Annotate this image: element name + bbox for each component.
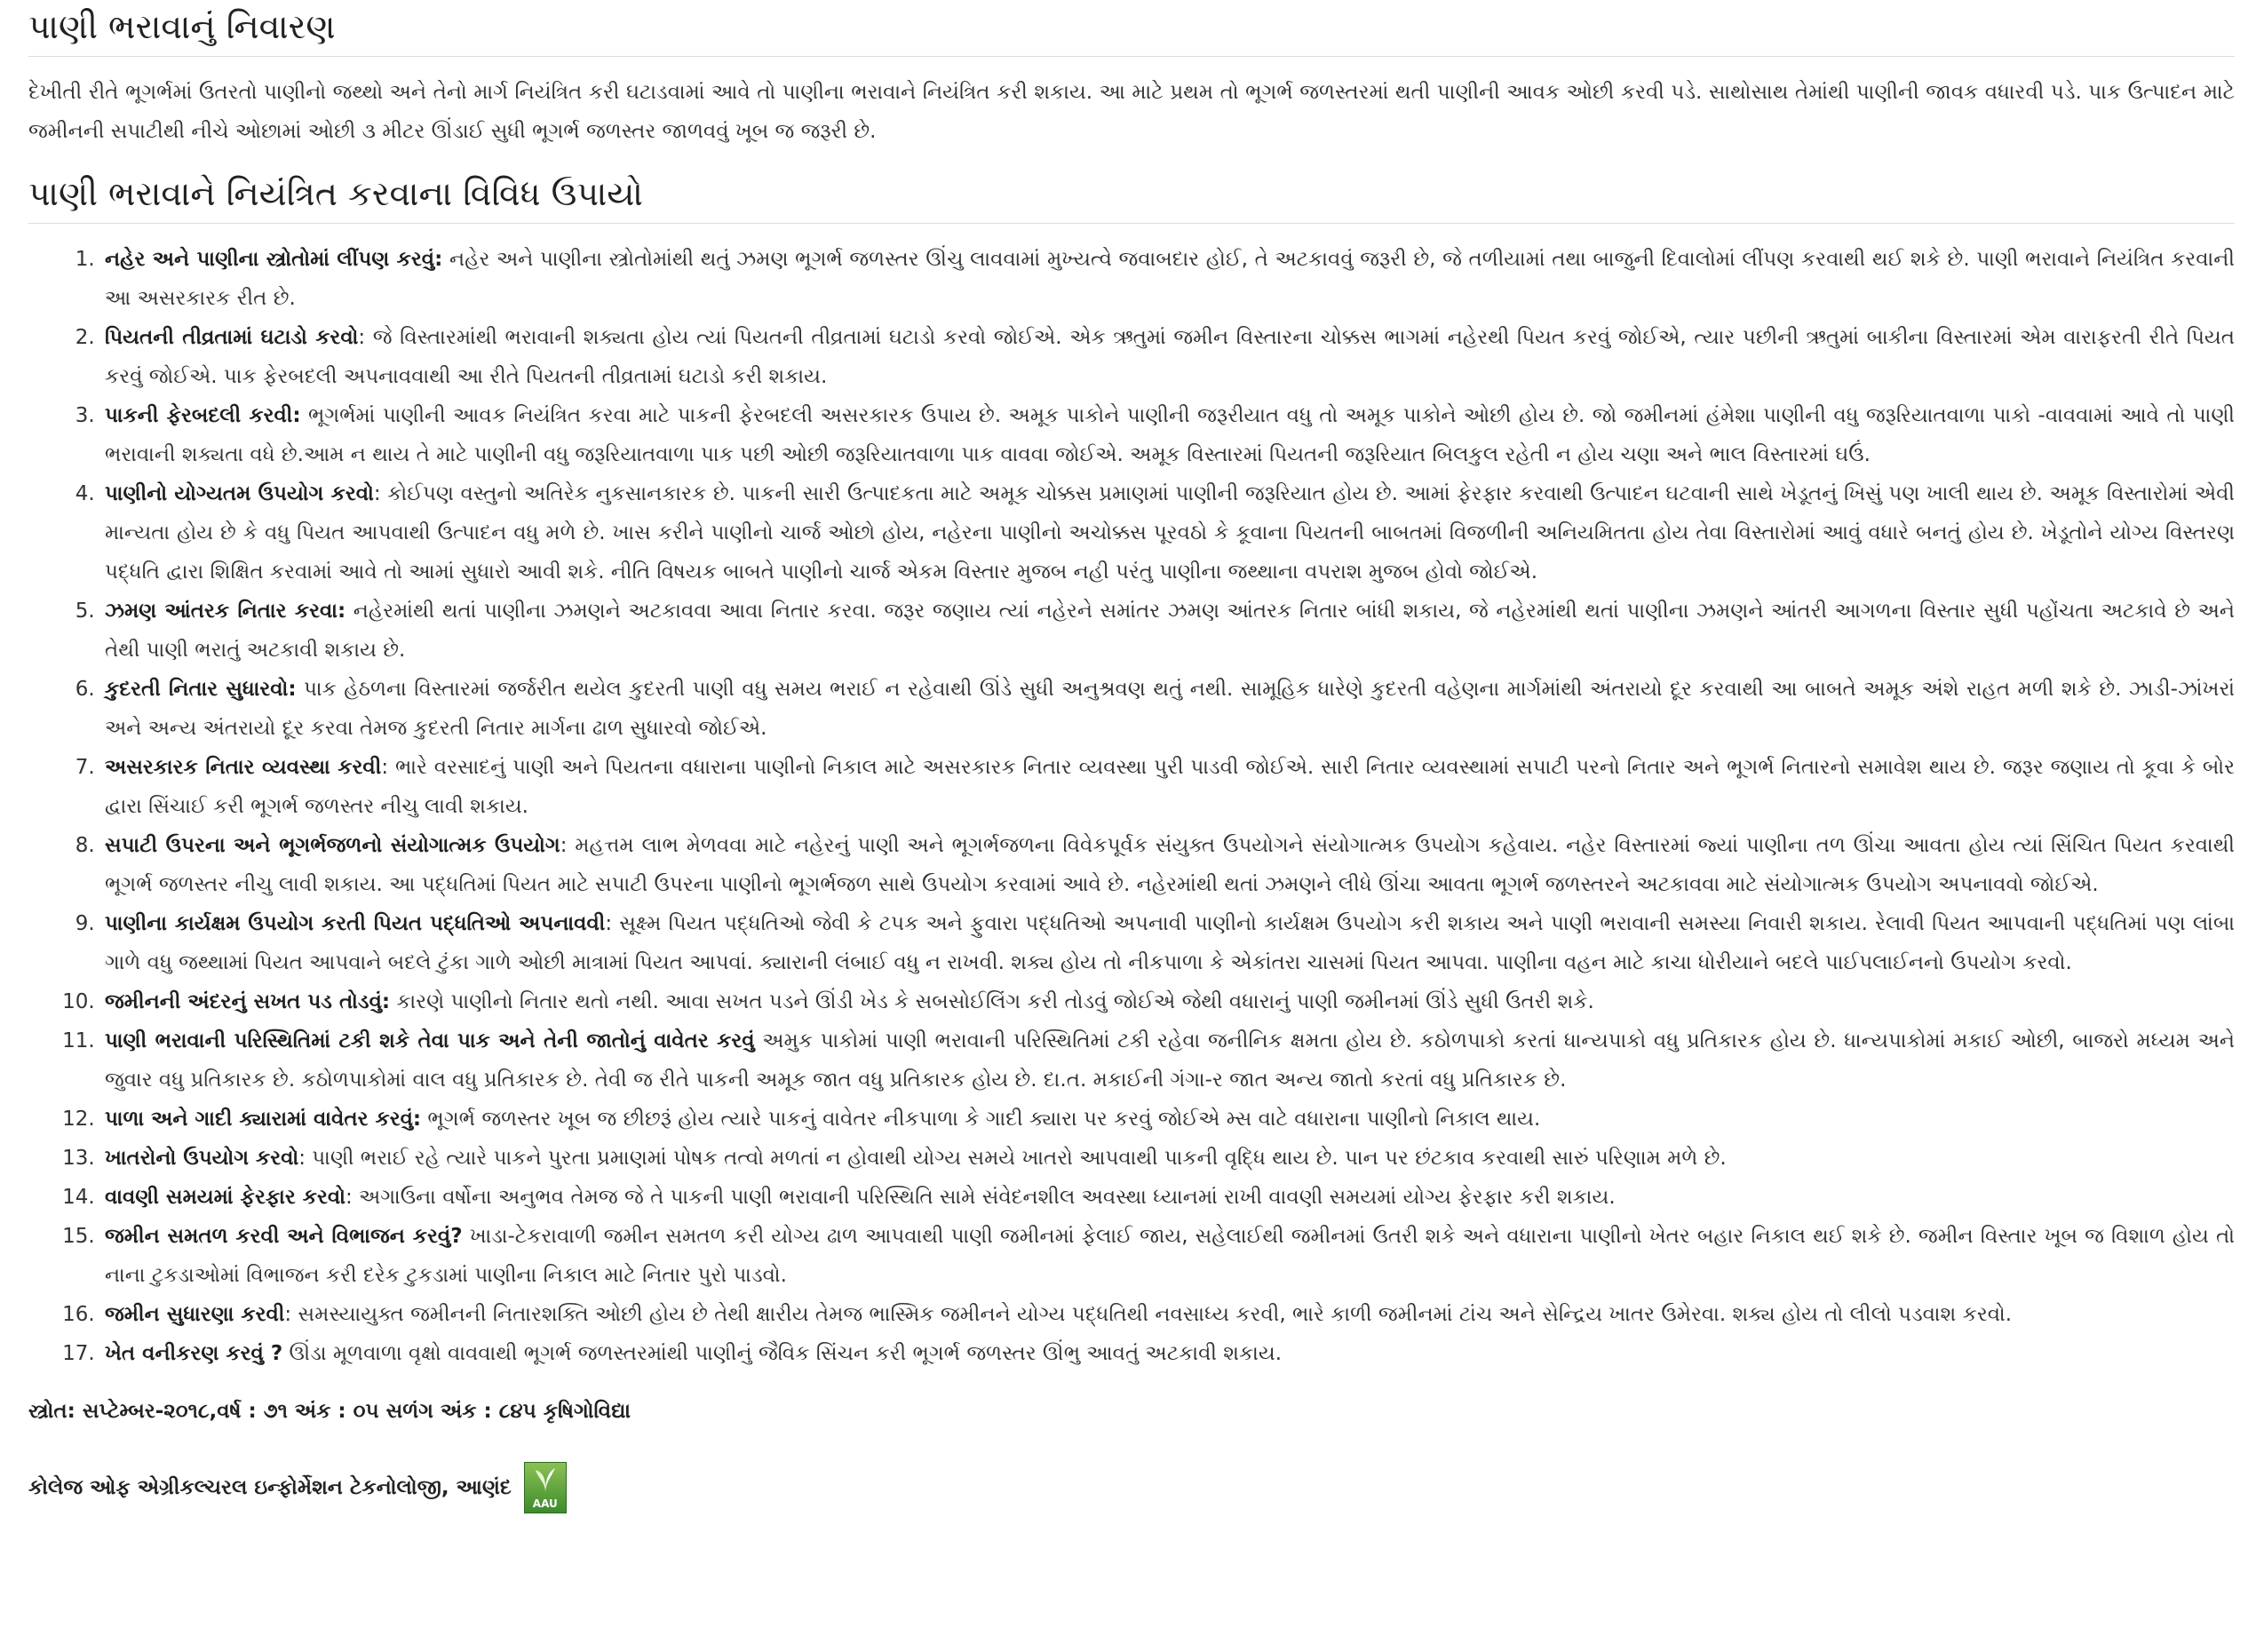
measure-item xyxy=(101,240,2235,318)
measure-item xyxy=(101,1139,2235,1178)
measure-text: : અગાઉના વર્ષોના અનુભવ તેમજ જે તે પાકની પાણી ભરાવાની પરિસ્થિતિ સામે સંવેદનશીલ અવસ્થા ધ્યાનમાં રાખી વાવણી સમયમાં યોગ્ય ફેરફાર કરી શકાય. xyxy=(346,1186,1616,1209)
measure-item xyxy=(101,1178,2235,1217)
measure-title: પિયતની તીવ્રતામાં ઘટાડો કરવો xyxy=(105,326,359,349)
measure-title: ખાતરોનો ઉપયોગ કરવો xyxy=(105,1147,299,1170)
measure-item xyxy=(101,982,2235,1021)
measure-text: પાક હેઠળના વિસ્તારમાં જર્જરીત થયેલ કુદરતી પાણી વધુ સમય ભરાઈ ન રહેવાથી ઊંડે સુધી અનુશ્રવણ થતું નથી. સામૂહિક ધારેણે કુદરતી વહેણના માર્ગમાંથી અંતરાયો દૂર કરવાથી આ બાબતે અમૂક અંશે રાહત મળી શકે છે. ઝાડી-ઝાંખરાં અને અન્ય અંતરાયો દૂર કરવા તેમજ કુદરતી નિતાર માર્ગના ઢાળ સુધારવો જોઈએ. xyxy=(105,678,2235,740)
intro-paragraph: દેખીતી રીતે ભૂગર્ભમાં ઉતરતો પાણીનો જથ્થો અને તેનો માર્ગ નિયંત્રિત કરી ઘટાડવામાં આવે તો પાણીના ભરાવાને નિયંત્રિત કરી શકાય. આ માટે પ્રથમ તો ભૂગર્ભ જળસ્તરમાં થતી પાણીની આવક ઓછી કરવી પડે. સાથોસાથ તેમાંથી પાણીની જાવક વધારવી પડે. પાક ઉત્પાદન માટે જમીનની સપાટીથી નીચે ઓછામાં ઓછી ૩ મીટર ઊંડાઈ સુધી ભૂગર્ભ જળસ્તર જાળવવું ખૂબ જ જરૂરી છે. xyxy=(28,81,2235,143)
measure-item xyxy=(101,1295,2235,1334)
measure-text: અમુક પાકોમાં પાણી ભરાવાની પરિસ્થિતિમાં ટકી રહેવા જનીનિક ક્ષમતા હોય છે. કઠોળપાકો કરતાં ધાન્યપાકો વધુ પ્રતિકારક હોય છે. ધાન્યપાકોમાં મકાઈ ઓછી, બાજરો મધ્યમ અને જુવાર વધુ પ્રતિકારક છે. કઠોળપાકોમાં વાલ વધુ પ્રતિકારક છે. તેવી જ રીતે પાકની અમૂક જાત વધુ પ્રતિકારક હોય છે. દા.ત. મકાઈની ગંગા-ર જાત અન્ય જાતો કરતાં વધુ પ્રતિકારક છે. xyxy=(105,1029,2235,1092)
aau-logo-icon xyxy=(524,1462,567,1513)
heading-measures: પાણી ભરાવાને નિયંત્રિત કરવાના વિવિધ ઉપાયો xyxy=(28,174,2235,224)
measure-text: નહેર અને પાણીના સ્ત્રોતોમાંથી થતું ઝમણ ભૂગર્ભ જળસ્તર ઊંચુ લાવવામાં મુખ્યત્વે જવાબદાર હોઈ, તે અટકાવવું જરૂરી છે, જે તળીયામાં તથા બાજુની દિવાલોમાં લીંપણ કરવાથી થઈ શકે છે. પાણી ભરાવાને નિયંત્રિત કરવાની આ અસરકારક રીત છે. xyxy=(105,248,2235,310)
measure-item xyxy=(101,396,2235,474)
measure-item xyxy=(101,748,2235,826)
measure-title: ઝમણ આંતરક નિતાર કરવા: xyxy=(105,600,346,623)
measure-title: કુદરતી નિતાર સુધારવો: xyxy=(105,678,297,701)
measure-text: : સમસ્યાયુક્ત જમીનની નિતારશક્તિ ઓછી હોય છે તેથી ક્ષારીય તેમજ ભાસ્મિક જમીનને યોગ્ય પદ્ધતિથી નવસાધ્ય કરવી, ભારે કાળી જમીનમાં ટાંચ અને સેન્દ્રિય ખાતર ઉમેરવા. શક્ય હોય તો લીલો પડવાશ કરવો. xyxy=(284,1303,2013,1326)
measure-text: : પાણી ભરાઈ રહે ત્યારે પાકને પુરતા પ્રમાણમાં પોષક તત્વો મળતાં ન હોવાથી યોગ્ય સમયે ખાતરો આપવાથી પાકની વૃદ્ધિ થાય છે. પાન પર છંટકાવ કરવાથી સારું પરિણામ મળે છે. xyxy=(298,1147,1727,1170)
measure-text: ઊંડા મૂળવાળા વૃક્ષો વાવવાથી ભૂગર્ભ જળસ્તરમાંથી પાણીનું જૈવિક સિંચન કરી ભૂગર્ભ જળસ્તર ઊંભુ આવતું અટકાવી શકાય. xyxy=(282,1342,1283,1365)
logo-text: AAU xyxy=(532,1497,558,1510)
measure-text: : મહત્તમ લાભ મેળવવા માટે નહેરનું પાણી અને ભૂગર્ભજળના વિવેકપૂર્વક સંયુક્ત ઉપયોગને સંયોગાત્મક ઉપયોગ કહેવાય. નહેર વિસ્તારમાં જ્યાં પાણીના તળ ઊંચા આવતા હોય ત્યાં સિંચિત પિયત કરવાથી ભૂગર્ભ જળસ્તર નીચુ લાવી શકાય. આ પદ્ધતિમાં પિયત માટે સપાટી ઉપરના પાણીનો ભૂગર્ભજળ સાથે ઉપયોગ કરવામાં આવે છે. નહેરમાંથી થતાં ઝમણને લીધે ઊંચા આવતા ભૂગર્ભ જળસ્તરને અટકાવવા માટે સંયોગાત્મક ઉપયોગ અપનાવવો જોઈએ. xyxy=(105,834,2235,896)
measure-text: ભૂગર્ભ જળસ્તર ખૂબ જ છીછરૂં હોય ત્યારે પાકનું વાવેતર નીકપાળા કે ગાદી ક્યારા પર કરવું જોઈએ મ્સ વાટે વધારાના પાણીનો નિકાલ થાય. xyxy=(421,1108,1541,1131)
measure-item xyxy=(101,474,2235,592)
measure-text: ખાડા-ટેકરાવાળી જમીન સમતળ કરી યોગ્ય ઢાળ આપવાથી પાણી જમીનમાં ફેલાઈ જાય, સહેલાઈથી જમીનમાં ઉતરી શકે અને વધારાના પાણીનો ખેતર બહાર નિકાલ થઈ શકે છે. જમીન વિસ્તાર ખૂબ જ વિશાળ હોય તો નાના ટુકડાઓમાં વિભાજન કરી દરેક ટુકડામાં પાણીના નિકાલ માટે નિતાર પુરો પાડવો. xyxy=(105,1225,2235,1287)
measure-text: : કોઈપણ વસ્તુનો અતિરેક નુકસાનકારક છે. પાકની સારી ઉત્પાદકતા માટે અમૂક ચોક્કસ પ્રમાણમાં પાણીની જરૂરિયાત હોય છે. આમાં ફેરફાર કરવાથી ઉત્પાદન ઘટવાની સાથે ખેડૂતનું ખિસું પણ ખાલી થાય છે. અમૂક વિસ્તારોમાં એવી માન્યતા હોય છે કે વધુ પિયત આપવાથી ઉત્પાદન વધુ મળે છે. ખાસ કરીને પાણીનો ચાર્જ ઓછો હોય, નહેરના પાણીનો અચોક્કસ પૂરવઠો કે કૂવાના પિયતની બાબતમાં વિજળીની અનિયમિતતા હોય તેવા વિસ્તારોમાં આવું વધારે બનતું હોય છે. ખેડૂતોને યોગ્ય વિસ્તરણ પદ્ધતિ દ્વારા શિક્ષિત કરવામાં આવે તો આમાં સુધારો આવી શકે. નીતિ વિષયક બાબતે પાણીનો ચાર્જ એકમ વિસ્તાર મુજબ નહી પરંતુ પાણીના જથ્થાના વપરાશ મુજબ હોવો જોઈએ. xyxy=(105,482,2235,584)
measure-title: અસરકારક નિતાર વ્યવસ્થા કરવી xyxy=(105,756,382,779)
measure-text: ભૂગર્ભમાં પાણીની આવક નિયંત્રિત કરવા માટે પાકની ફેરબદલી અસરકારક ઉપાય છે. અમૂક પાકોને પાણીની જરૂરીયાત વધુ તો અમૂક પાકોને ઓછી હોય છે. જો જમીનમાં હંમેશા પાણીની વધુ જરૂરિયાતવાળા પાકો -વાવવામાં આવે તો પાણી ભરાવાની શક્યતા વધે છે.આમ ન થાય તે માટે પાણીની વધુ જરૂરિયાતવાળા પાક પછી ઓછી જરૂરિયાતવાળા પાક વાવવા જોઈએ. અમૂક વિસ્તારમાં પિયતની જરૂરિયાત બિલકુલ રહેતી ન હોય ચણા અને ભાલ વિસ્તારમાં ઘઉં. xyxy=(105,404,2235,466)
measure-item xyxy=(101,318,2235,396)
heading-prevention: પાણી ભરાવાનું નિવારણ xyxy=(28,7,2235,57)
footer-credit xyxy=(28,1462,2235,1513)
measure-item xyxy=(101,1021,2235,1100)
measure-title: પાળા અને ગાદી ક્યારામાં વાવેતર કરવું: xyxy=(105,1108,422,1131)
measure-item xyxy=(101,592,2235,670)
measure-title: સપાટી ઉપરના અને ભૂગર્ભજળનો સંયોગાત્મક ઉપયોગ xyxy=(105,834,560,857)
measure-item xyxy=(101,904,2235,982)
measure-title: વાવણી સમયમાં ફેરફાર કરવો xyxy=(105,1186,346,1209)
college-name: કોલેજ ઓફ એગ્રીકલ્ચરલ ઇન્ફોર્મેશન ટેકનોલોજી, આણંદ xyxy=(28,1476,512,1499)
source-line: સ્ત્રોત: સપ્ટેમ્બર-૨૦૧૮,વર્ષ : ૭૧ અંક : ૦૫ સળંગ અંક : ૮૪૫ કૃષિગોવિદ્યા xyxy=(28,1400,632,1423)
measure-title: નહેર અને પાણીના સ્ત્રોતોમાં લીંપણ કરવું: xyxy=(105,248,443,271)
measure-text: : સૂક્ષ્મ પિયત પદ્ધતિઓ જેવી કે ટપક અને ફુવારા પદ્ધતિઓ અપનાવી પાણીનો કાર્યક્ષમ ઉપયોગ કરી શકાય અને પાણી ભરાવાની સમસ્યા નિવારી શકાય. રેલાવી પિયત આપવાની પદ્ધતિમાં પણ લાંબા ગાળે વધુ જથ્થામાં પિયત આપવાને બદલે ટુંકા ગાળે ઓછી માત્રામાં પિયત આપવાં. ક્યારાની લંબાઈ વધુ ન રાખવી. શક્ય હોય તો નીકપાળા કે એકાંતરા ચાસમાં પિયત આપવા. પાણીના વહન માટે કાચા ધોરીયાને બદલે પાઈપલાઈનનો ઉપયોગ કરવો. xyxy=(105,912,2236,974)
measure-title: જમીન સુધારણા કરવી xyxy=(105,1303,285,1326)
measure-item xyxy=(101,670,2235,748)
measure-text: કારણે પાણીનો નિતાર થતો નથી. આવા સખત પડને ઊંડી ખેડ કે સબસોઈલિંગ કરી તોડવું જોઈએ જેથી વધારાનું પાણી જમીનમાં ઊંડે સુધી ઉતરી શકે. xyxy=(390,990,1594,1013)
measure-title: જમીન સમતળ કરવી અને વિભાજન કરવું? xyxy=(105,1225,463,1248)
measure-item xyxy=(101,1100,2235,1139)
measure-title: ખેત વનીકરણ કરવું ? xyxy=(105,1342,283,1365)
measure-item xyxy=(101,1334,2235,1373)
measure-item xyxy=(101,1217,2235,1295)
measure-text: : ભારે વરસાદનું પાણી અને પિયતના વધારાના પાણીનો નિકાલ માટે અસરકારક નિતાર વ્યવસ્થા પુરી પાડવી જોઈએ. સારી નિતાર વ્યવસ્થામાં સપાટી પરનો નિતાર અને ભૂગર્ભ નિતારનો સમાવેશ થાય છે. જરૂર જણાય તો કૂવા કે બોર દ્વારા સિંચાઈ કરી ભૂગર્ભ જળસ્તર નીચુ લાવી શકાય. xyxy=(105,756,2235,818)
measure-text: નહેરમાંથી થતાં પાણીના ઝમણને અટકાવવા આવા નિતાર કરવા. જરૂર જણાય ત્યાં નહેરને સમાંતર ઝમણ આંતરક નિતાર બાંધી શકાય, જે નહેરમાંથી થતાં પાણીના ઝમણને આંતરી આગળના વિસ્તાર સુધી પહોંચતા અટકાવે છે અને તેથી પાણી ભરાતું અટકાવી શકાય છે. xyxy=(105,600,2236,662)
measures-list xyxy=(28,240,2235,1373)
measure-text: : જે વિસ્તારમાંથી ભરાવાની શક્યતા હોય ત્યાં પિયતની તીવ્રતામાં ઘટાડો કરવો જોઈએ. એક ઋતુમાં જમીન વિસ્તારના ચોક્કસ ભાગમાં નહેરથી પિયત કરવું જોઈએ, ત્યાર પછીની ઋતુમાં બાકીના વિસ્તારમાં એમ વારાફરતી રીતે પિયત કરવું જોઈએ. પાક ફેરબદલી અપનાવવાથી આ રીતે પિયતની તીવ્રતામાં ઘટાડો કરી શકાય. xyxy=(105,326,2235,388)
measure-title: પાણીના કાર્યક્ષમ ઉપયોગ કરતી પિયત પદ્ધતિઓ અપનાવવી xyxy=(105,912,606,935)
measure-title: પાકની ફેરબદલી કરવી: xyxy=(105,404,301,427)
measure-item xyxy=(101,826,2235,904)
measure-title: પાણીનો યોગ્યતમ ઉપયોગ કરવો xyxy=(105,482,374,505)
measure-title: જમીનની અંદરનું સખત પડ તોડવું: xyxy=(105,990,391,1013)
measure-title: પાણી ભરાવાની પરિસ્થિતિમાં ટકી શકે તેવા પાક અને તેની જાતોનું વાવેતર કરવું xyxy=(105,1029,755,1052)
leaf-icon xyxy=(533,1466,558,1493)
